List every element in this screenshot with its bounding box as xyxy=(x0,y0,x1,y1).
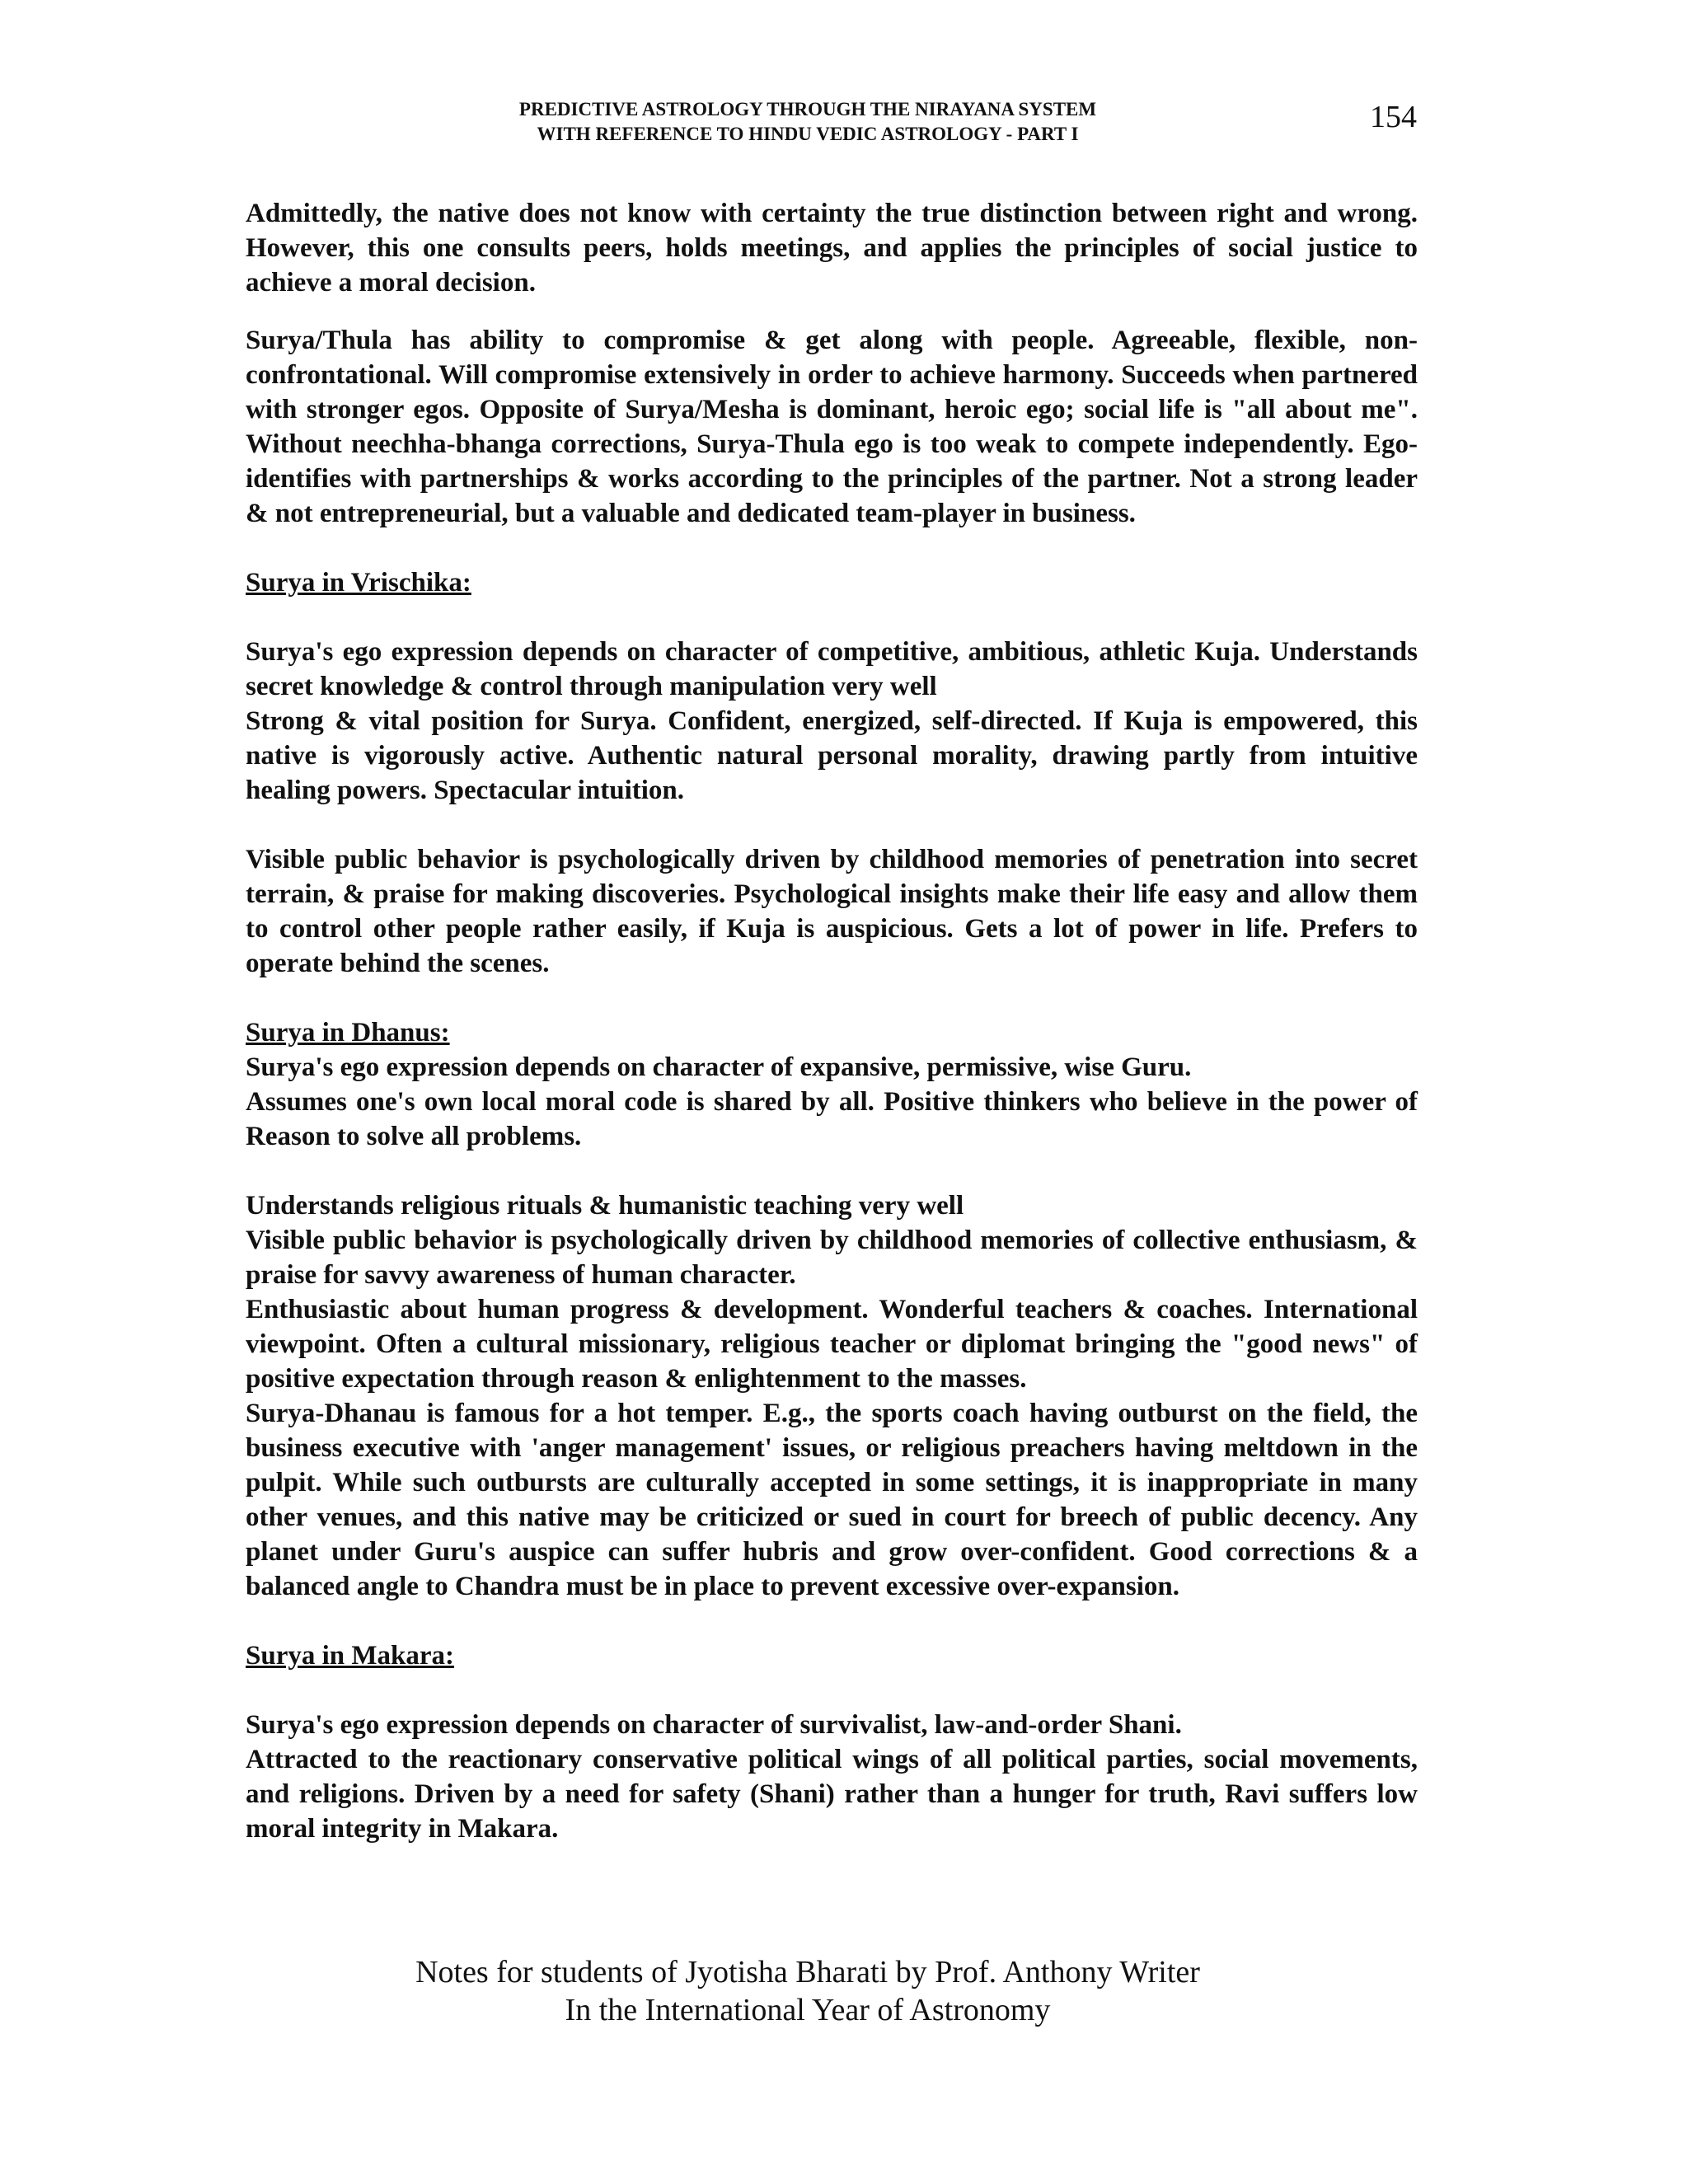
page-body xyxy=(246,196,1418,1846)
paragraph: Surya's ego expression depends on character of competitive, ambitious, athletic Kuja. Understands secret knowledge & control through manipulation very well xyxy=(246,637,1418,701)
paragraph: Attracted to the reactionary conservative political wings of all political parties, social movements, and religions. Driven by a need for safety (Shani) rather than a hunger for truth, Ravi suffers low moral integrity in Makara. xyxy=(246,1745,1418,1844)
paragraph: Assumes one's own local moral code is shared by all. Positive thinkers who believe in the power of Reason to solve all problems. xyxy=(246,1087,1418,1151)
paragraph: Surya/Thula has ability to compromise & get along with people. Agreeable, flexible, non-confrontational. Will compromise extensively in order to achieve harmony. Succeeds when partnered with stronger egos. Opposite of Surya/Mesha is dominant, heroic ego; social life is "all about me". Without neechha-bhanga corrections, Surya-Thula ego is too weak to compete independently. Ego-identifies with partnerships & works according to the principles of the partner. Not a strong leader & not entrepreneurial, but a valuable and dedicated team-player in business. xyxy=(246,326,1418,528)
header-line-1: PREDICTIVE ASTROLOGY THROUGH THE NIRAYANA SYSTEM xyxy=(518,99,1097,120)
paragraph: Visible public behavior is psychologically driven by childhood memories of penetration into secret terrain, & praise for making discoveries. Psychological insights make their life easy and allow them to control other people rather easily, if Kuja is auspicious. Gets a lot of power in life. Prefers to operate behind the scenes. xyxy=(246,845,1418,978)
footer-line-2: In the International Year of Astronomy xyxy=(565,1993,1051,2027)
header-line-2: WITH REFERENCE TO HINDU VEDIC ASTROLOGY - PART I xyxy=(537,124,1079,144)
paragraph: Surya's ego expression depends on character of survivalist, law-and-order Shani. xyxy=(246,1710,1182,1740)
footer-line-1: Notes for students of Jyotisha Bharati by Prof. Anthony Writer xyxy=(415,1955,1200,1990)
paragraph: Surya's ego expression depends on character of expansive, permissive, wise Guru. xyxy=(246,1052,1192,1082)
paragraph: Strong & vital position for Surya. Confident, energized, self-directed. If Kuja is empowered, this native is vigorously active. Authentic natural personal morality, drawing partly from intuitive healing powers. Spectacular intuition. xyxy=(246,706,1418,805)
footer xyxy=(0,1953,1615,2029)
paragraph: Understands religious rituals & humanistic teaching very well xyxy=(246,1191,964,1221)
paragraph: Admittedly, the native does not know with certainty the true distinction between right and wrong. However, this one consults peers, holds meetings, and applies the principles of social justice to achieve a moral decision. xyxy=(246,199,1418,298)
page-number: 154 xyxy=(1370,100,1417,134)
section-heading-vrischika: Surya in Vrischika: xyxy=(246,568,471,598)
section-heading-makara: Surya in Makara: xyxy=(246,1641,455,1671)
paragraph: Surya-Dhanau is famous for a hot temper. E.g., the sports coach having outburst on the field, the business executive with 'anger management' issues, or religious preachers having meltdown in the pulpit. While such outbursts are culturally accepted in some settings, it is inappropriate in many other venues, and this native may be criticized or sued in court for breech of public decency. Any planet under Guru's auspice can suffer hubris and grow over-confident. Good corrections & a balanced angle to Chandra must be in place to prevent excessive over-expansion. xyxy=(246,1399,1418,1601)
paragraph: Visible public behavior is psychologically driven by childhood memories of collective enthusiasm, & praise for savvy awareness of human character. xyxy=(246,1226,1418,1290)
section-heading-dhanus: Surya in Dhanus: xyxy=(246,1018,450,1047)
paragraph: Enthusiastic about human progress & development. Wonderful teachers & coaches. International viewpoint. Often a cultural missionary, religious teacher or diplomat bringing the "good news" of positive expectation through reason & enlightenment to the masses. xyxy=(246,1295,1418,1394)
